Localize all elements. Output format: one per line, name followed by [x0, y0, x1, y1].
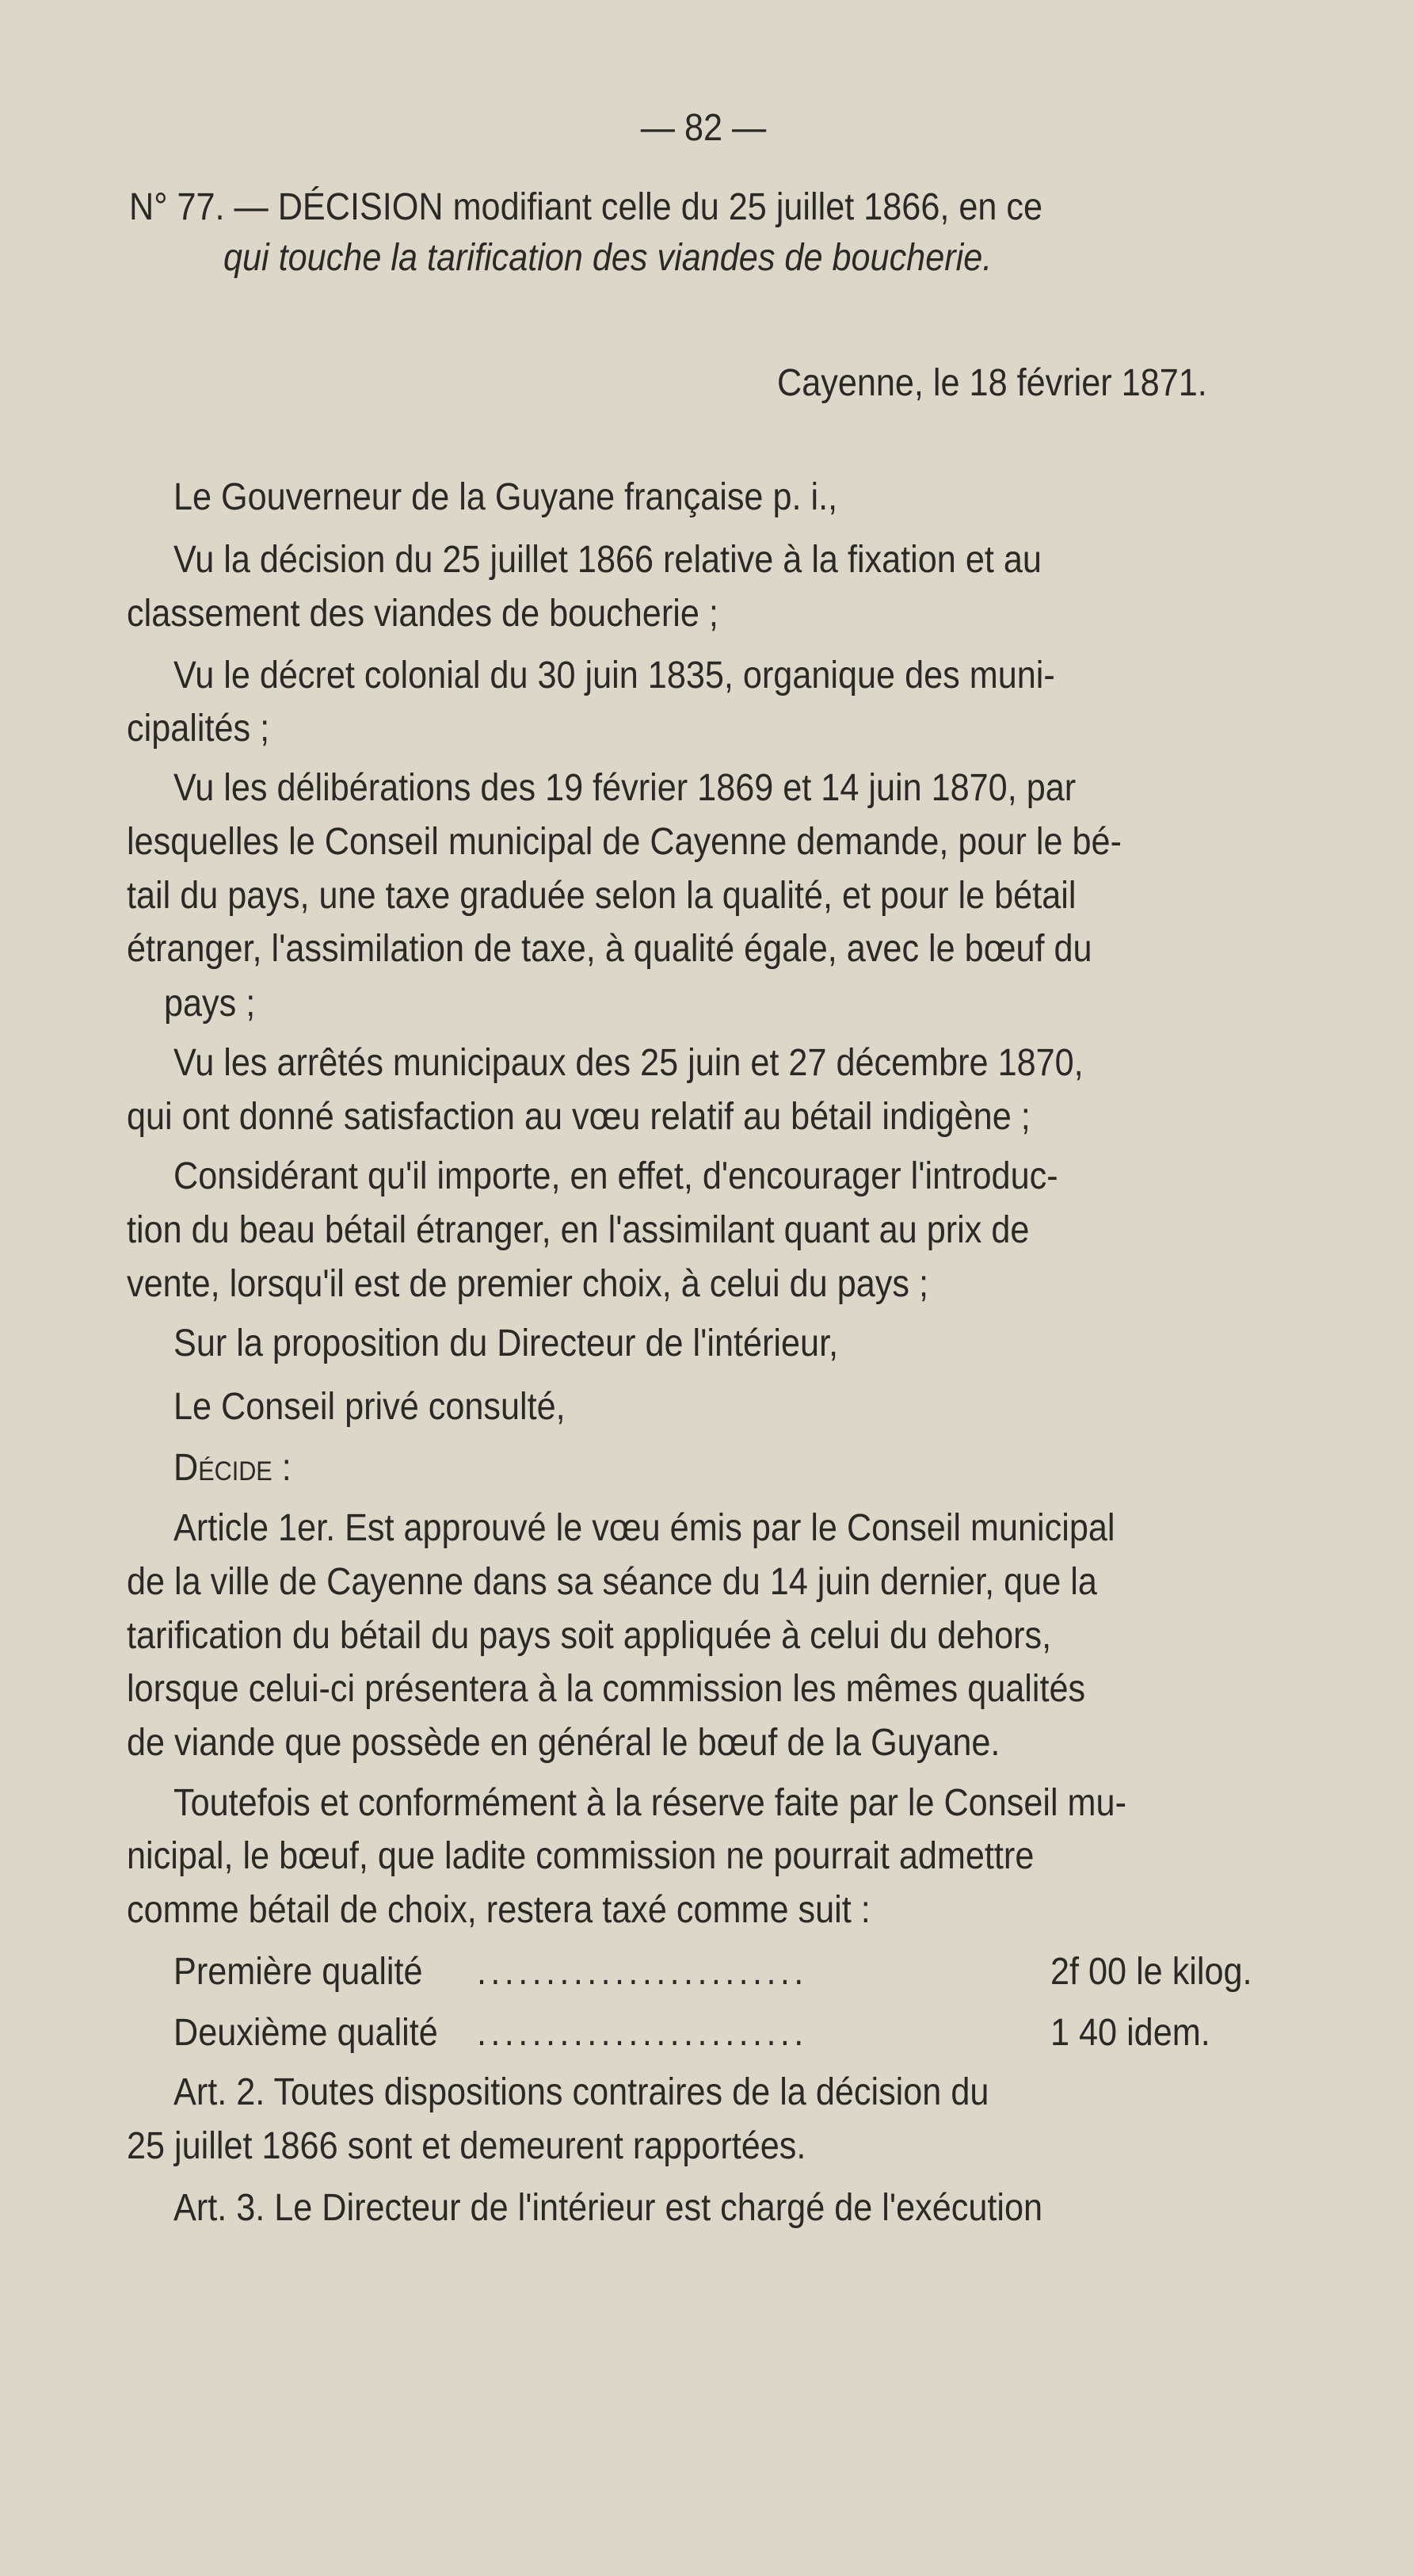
page-number: — 82 — [640, 107, 767, 149]
tariff-price: 1 40 idem. [1050, 2012, 1210, 2054]
body-line: Sur la proposition du Directeur de l'intérieur, [173, 1322, 839, 1364]
body-line: étranger, l'assimilation de taxe, à qualité égale, avec le bœuf du [127, 928, 1092, 970]
body-line: vente, lorsqu'il est de premier choix, à celui du pays ; [127, 1263, 928, 1305]
body-line: tarification du bétail du pays soit appliquée à celui du dehors, [127, 1615, 1052, 1657]
tariff-leader-dots: ........................ [477, 2012, 808, 2054]
body-line: de la ville de Cayenne dans sa séance du 14 juin dernier, que la [127, 1561, 1097, 1603]
body-line: lesquelles le Conseil municipal de Cayenne demande, pour le bé- [127, 821, 1122, 863]
body-line: qui ont donné satisfaction au vœu relatif au bétail indigène ; [127, 1096, 1031, 1138]
body-line: Le Conseil privé consulté, [173, 1386, 566, 1428]
body-line: Art. 3. Le Directeur de l'intérieur est chargé de l'exécution [173, 2187, 1043, 2229]
body-line: Le Gouverneur de la Guyane française p. i., [173, 476, 838, 518]
body-line: de viande que possède en général le bœuf de la Guyane. [127, 1722, 1000, 1764]
body-line: Toutefois et conformément à la réserve faite par le Conseil mu- [173, 1782, 1126, 1824]
tariff-label: Deuxième qualité [173, 2012, 438, 2054]
heading-line-2: qui touche la tarification des viandes de boucherie. [223, 237, 993, 279]
dateline: Cayenne, le 18 février 1871. [777, 362, 1207, 404]
body-line: Vu les délibérations des 19 février 1869 et 14 juin 1870, par [173, 767, 1077, 809]
tariff-price: 2f 00 le kilog. [1050, 1951, 1252, 1993]
tariff-leader-dots: ........................ [477, 1951, 808, 1993]
body-line: Vu les arrêtés municipaux des 25 juin et 27 décembre 1870, [173, 1042, 1084, 1084]
body-line: classement des viandes de boucherie ; [127, 593, 718, 635]
body-line: tion du beau bétail étranger, en l'assimilant quant au prix de [127, 1209, 1030, 1251]
body-line: lorsque celui-ci présentera à la commission les mêmes qualités [127, 1668, 1086, 1710]
body-line: cipalités ; [127, 708, 270, 750]
body-line: nicipal, le bœuf, que ladite commission ne pourrait admettre [127, 1835, 1035, 1877]
body-line: pays ; [164, 983, 256, 1025]
body-line: 25 juillet 1866 sont et demeurent rapportées. [127, 2125, 806, 2167]
tariff-label: Première qualité [173, 1951, 423, 1993]
body-line: Vu le décret colonial du 30 juin 1835, organique des muni- [173, 654, 1055, 696]
body-line: Article 1er. Est approuvé le vœu émis par le Conseil municipal [173, 1507, 1115, 1549]
body-line: Vu la décision du 25 juillet 1866 relative à la fixation et au [173, 539, 1042, 581]
heading-line-1: N° 77. — DÉCISION modifiant celle du 25 juillet 1866, en ce [129, 186, 1043, 228]
body-line: Art. 2. Toutes dispositions contraires de la décision du [173, 2071, 989, 2113]
decide-heading: Décide : [173, 1447, 292, 1489]
body-line: tail du pays, une taxe graduée selon la qualité, et pour le bétail [127, 875, 1077, 917]
body-line: Considérant qu'il importe, en effet, d'encourager l'introduc- [173, 1155, 1058, 1197]
body-line: comme bétail de choix, restera taxé comme suit : [127, 1889, 871, 1931]
